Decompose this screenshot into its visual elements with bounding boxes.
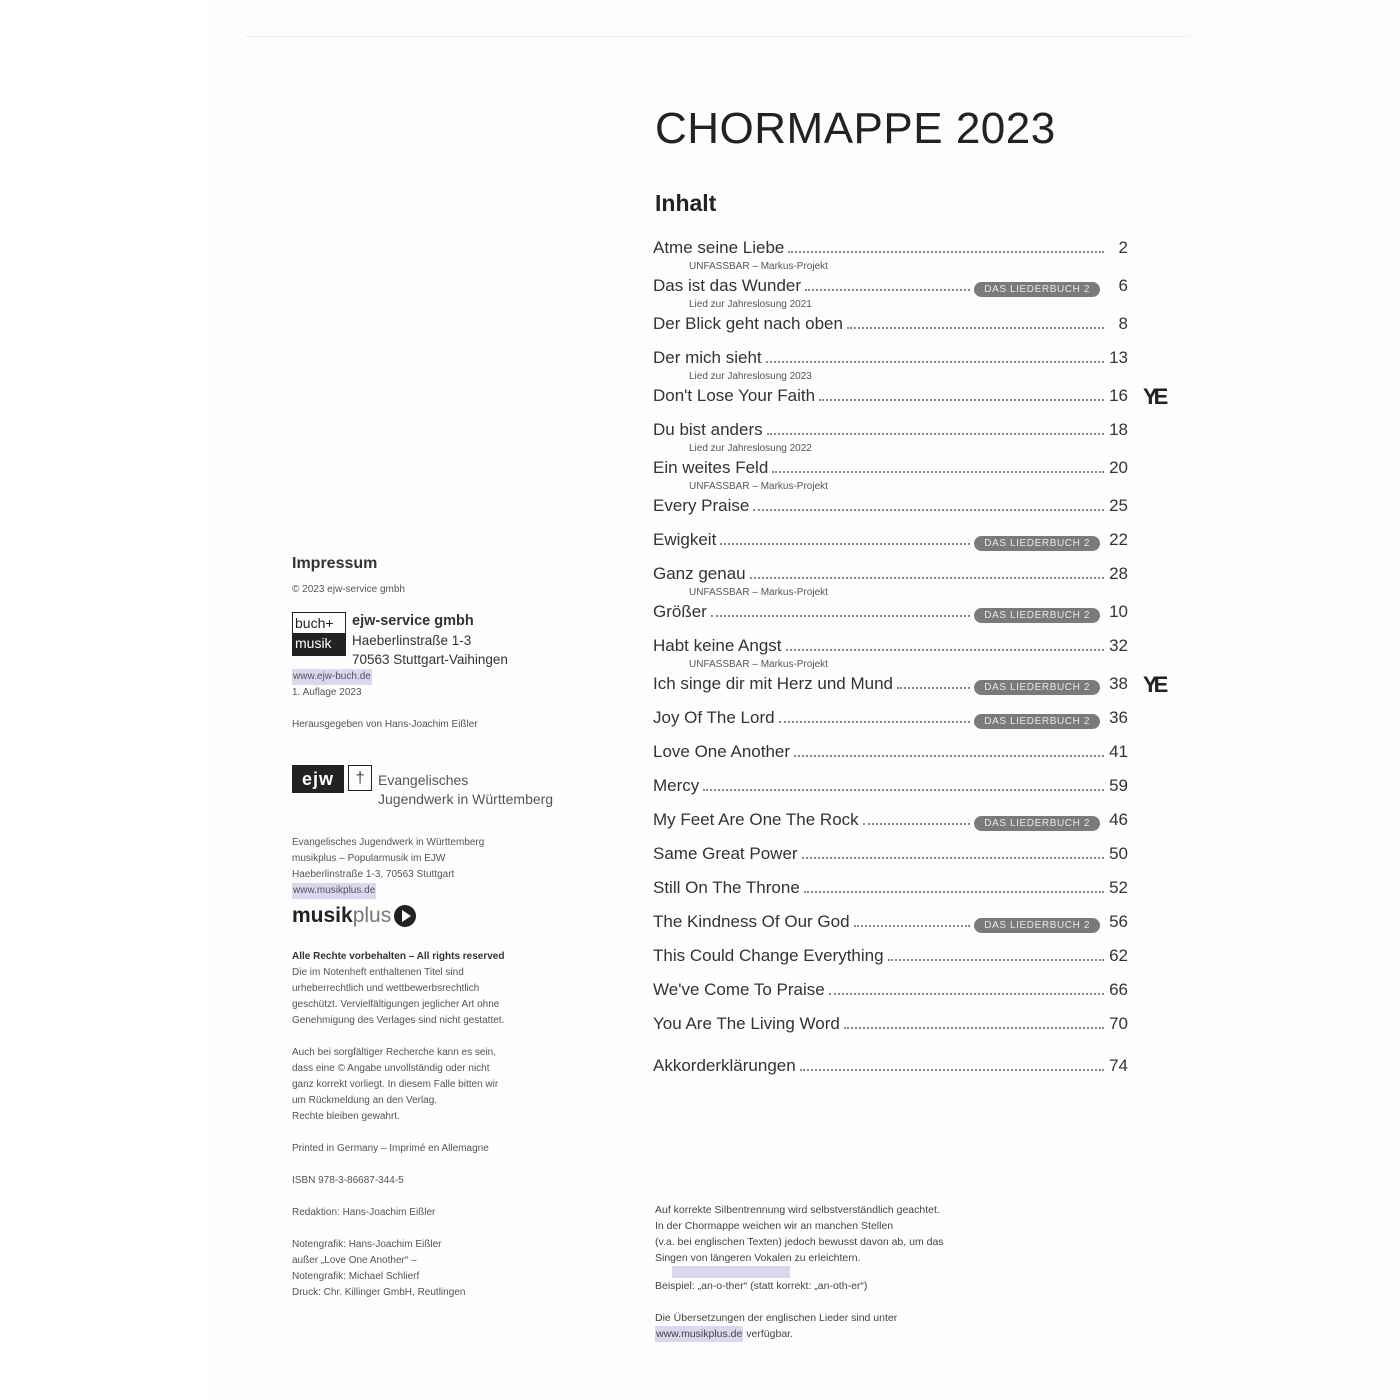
dot-leader	[897, 686, 970, 689]
dot-leader	[847, 326, 1104, 329]
liederbuch-badge: DAS LIEDERBUCH 2	[974, 536, 1100, 551]
song-title: Größer	[653, 602, 707, 621]
toc-row	[653, 602, 1128, 628]
toc-entry[interactable]	[653, 530, 1128, 556]
musikplus-logo: musik plus	[292, 905, 582, 927]
song-title: Das ist das Wunder	[653, 276, 802, 295]
song-title: The Kindness Of Our God	[653, 912, 850, 931]
page-number: 25	[1109, 496, 1128, 515]
toc-entry[interactable]	[653, 314, 1128, 340]
toc-entry[interactable]	[653, 844, 1128, 870]
cross-icon: †	[348, 765, 372, 791]
page-number: 74	[1109, 1056, 1128, 1075]
page-number: 20	[1109, 458, 1128, 477]
note-line: (v.a. bei englischen Texten) jedoch bewusst davon ab, um das	[655, 1236, 944, 1248]
song-title: Still On The Throne	[653, 878, 800, 897]
liederbuch-badge: DAS LIEDERBUCH 2	[974, 816, 1100, 831]
page-number: 62	[1109, 946, 1128, 965]
toc-entry[interactable]	[653, 810, 1128, 836]
document-title: CHORMAPPE 2023	[655, 104, 1056, 153]
song-title: Der mich sieht	[653, 348, 762, 367]
toc-entry[interactable]	[653, 980, 1128, 1006]
song-subtitle: UNFASSBAR – Markus-Projekt	[689, 587, 828, 598]
toc-entry[interactable]	[653, 636, 1128, 674]
org-line1: Evangelisches Jugendwerk in Württemberg	[292, 837, 485, 848]
dot-leader	[863, 822, 971, 825]
dot-leader	[788, 250, 1104, 253]
toc-row	[653, 742, 1128, 768]
page-number: 36	[1109, 708, 1128, 727]
impressum	[292, 556, 582, 1301]
toc-row	[653, 1014, 1128, 1040]
page-number: 6	[1118, 276, 1128, 295]
toc-entry[interactable]	[653, 776, 1128, 802]
page-number: 10	[1109, 602, 1128, 621]
liederbuch-badge: DAS LIEDERBUCH 2	[974, 714, 1100, 729]
druck: Druck: Chr. Killinger GmbH, Reutlingen	[292, 1287, 466, 1298]
copyright: © 2023 ejw-service gmbh	[292, 584, 405, 595]
toc-row	[653, 878, 1128, 904]
notengrafik-line: Notengrafik: Hans-Joachim Eißler	[292, 1239, 442, 1250]
page-number: 41	[1109, 742, 1128, 761]
toc-entry[interactable]	[653, 878, 1128, 904]
page-number: 22	[1109, 530, 1128, 549]
toc-row	[653, 530, 1128, 556]
dot-leader	[750, 576, 1104, 579]
note-line: Auf korrekte Silbentrennung wird selbstverständlich geachtet.	[655, 1204, 940, 1216]
play-icon	[394, 905, 416, 927]
page-number: 56	[1109, 912, 1128, 931]
page-number: 52	[1109, 878, 1128, 897]
dot-leader	[854, 924, 971, 927]
toc-row	[653, 810, 1128, 836]
toc-row	[653, 386, 1128, 412]
dot-leader	[819, 398, 1104, 401]
musikplus-link[interactable]: www.musikplus.de	[656, 1328, 743, 1340]
dot-leader	[703, 788, 1104, 791]
page-number: 70	[1109, 1014, 1128, 1033]
toc-entry[interactable]	[653, 496, 1128, 522]
printed-in: Printed in Germany – Imprimé en Allemagne	[292, 1143, 489, 1154]
note-line: In der Chormappe weichen wir an manchen Stellen	[655, 1220, 894, 1232]
impressum-title: Impressum	[292, 555, 378, 572]
song-subtitle: Lied zur Jahreslosung 2023	[689, 371, 812, 382]
dot-leader	[844, 1026, 1104, 1029]
page-number: 28	[1109, 564, 1128, 583]
song-title: Atme seine Liebe	[653, 238, 785, 257]
toc-entry[interactable]	[653, 1056, 1128, 1082]
song-subtitle: UNFASSBAR – Markus-Projekt	[689, 659, 828, 670]
song-title: Same Great Power	[653, 844, 798, 863]
dot-leader	[802, 856, 1104, 859]
song-title: Mercy	[653, 776, 700, 795]
table-of-contents	[653, 238, 1165, 1090]
care-line: Rechte bleiben gewahrt.	[292, 1111, 400, 1122]
dot-leader	[888, 958, 1104, 961]
redaktion: Redaktion: Hans-Joachim Eißler	[292, 1207, 436, 1218]
toc-row	[653, 1056, 1128, 1082]
toc-entry[interactable]	[653, 420, 1128, 458]
page-number: 8	[1118, 314, 1128, 333]
page-number: 16	[1109, 386, 1128, 405]
page-number: 59	[1109, 776, 1128, 795]
song-title: Der Blick geht nach oben	[653, 314, 843, 333]
page-number: 66	[1109, 980, 1128, 999]
toc-entry[interactable]	[653, 238, 1128, 276]
publisher-city: 70563 Stuttgart-Vaihingen	[352, 652, 508, 667]
toc-entry[interactable]	[653, 708, 1128, 734]
rights-line: geschützt. Vervielfältigungen jeglicher Art ohne	[292, 999, 500, 1010]
page-number: 13	[1109, 348, 1128, 367]
song-title: You Are The Living Word	[653, 1014, 840, 1033]
ejw-logo-block	[292, 765, 582, 809]
song-subtitle: UNFASSBAR – Markus-Projekt	[689, 261, 828, 272]
page-number: 2	[1118, 238, 1128, 257]
dot-leader	[766, 360, 1104, 363]
notes	[655, 1202, 1015, 1342]
highlight-mark	[672, 1266, 790, 1278]
dot-leader	[786, 648, 1104, 651]
toc-row	[653, 946, 1128, 972]
song-subtitle: UNFASSBAR – Markus-Projekt	[689, 481, 828, 492]
song-title: Ganz genau	[653, 564, 746, 583]
ye-mark-icon: YE	[1143, 672, 1165, 697]
song-title: Du bist anders	[653, 420, 763, 439]
toc-entry[interactable]	[653, 458, 1128, 496]
publisher-link[interactable]: www.ejw-buch.de	[292, 669, 372, 685]
toc-entry[interactable]	[653, 384, 1165, 412]
toc-entry[interactable]	[653, 276, 1128, 314]
ejw-name-line1: Evangelisches	[378, 772, 469, 788]
rights-line: urheberrechtlich und wettbewerbsrechtlich	[292, 983, 480, 994]
note-line: Singen von längeren Vokalen zu erleichtern.	[655, 1252, 861, 1264]
toc-entry[interactable]	[653, 912, 1128, 938]
org-line2: musikplus – Popularmusik im EJW	[292, 853, 446, 864]
song-title: Ewigkeit	[653, 530, 717, 549]
liederbuch-badge: DAS LIEDERBUCH 2	[974, 680, 1100, 695]
buch-musik-logo: buch+ musik	[292, 612, 346, 656]
toc-row	[653, 708, 1128, 734]
song-title: Don't Lose Your Faith	[653, 386, 816, 405]
care-line: Auch bei sorgfältiger Recherche kann es sein,	[292, 1047, 497, 1058]
song-title: Joy Of The Lord	[653, 708, 775, 727]
org-link[interactable]: www.musikplus.de	[292, 883, 376, 899]
dot-leader	[720, 542, 970, 545]
liederbuch-badge: DAS LIEDERBUCH 2	[974, 282, 1100, 297]
toc-row	[653, 776, 1128, 802]
song-title: We've Come To Praise	[653, 980, 825, 999]
song-title: Habt keine Angst	[653, 636, 782, 655]
toc-entry[interactable]	[653, 602, 1128, 628]
publisher-name: ejw-service gmbh	[352, 613, 474, 629]
toc-entry[interactable]	[653, 946, 1128, 972]
song-subtitle: Lied zur Jahreslosung 2022	[689, 443, 812, 454]
note-line: Die Übersetzungen der englischen Lieder sind unter	[655, 1312, 898, 1324]
rights-heading: Alle Rechte vorbehalten – All rights reserved	[292, 951, 505, 962]
care-line: um Rückmeldung an den Verlag.	[292, 1095, 438, 1106]
dot-leader	[794, 754, 1104, 757]
dot-leader	[711, 614, 970, 617]
dot-leader	[753, 508, 1104, 511]
page-number: 46	[1109, 810, 1128, 829]
toc-row	[653, 314, 1128, 340]
dot-leader	[829, 992, 1104, 995]
liederbuch-badge: DAS LIEDERBUCH 2	[974, 918, 1100, 933]
ye-mark-icon: YE	[1143, 384, 1165, 409]
publisher-block	[292, 612, 582, 669]
toc-row	[653, 496, 1128, 522]
publisher-street: Haeberlinstraße 1-3	[352, 633, 472, 648]
toc-entry[interactable]	[653, 742, 1128, 768]
toc-row	[653, 844, 1128, 870]
ejw-logo: ejw	[292, 765, 344, 793]
note-line: Beispiel: „an-o-ther“ (statt korrekt: „an-oth-er“)	[655, 1280, 868, 1292]
song-title: Ich singe dir mit Herz und Mund	[653, 674, 893, 693]
toc-entry[interactable]	[653, 672, 1165, 700]
rights-line: Die im Notenheft enthaltenen Titel sind	[292, 967, 464, 978]
note-line: verfügbar.	[743, 1328, 793, 1340]
song-title: My Feet Are One The Rock	[653, 810, 859, 829]
song-title: Ein weites Feld	[653, 458, 769, 477]
notengrafik-line: Notengrafik: Michael Schlierf	[292, 1271, 420, 1282]
song-subtitle: Lied zur Jahreslosung 2021	[689, 299, 812, 310]
dot-leader	[767, 432, 1104, 435]
toc-heading: Inhalt	[655, 190, 717, 216]
org-line3: Haeberlinstraße 1-3, 70563 Stuttgart	[292, 869, 455, 880]
page-number: 50	[1109, 844, 1128, 863]
care-line: ganz korrekt vorliegt. In diesem Falle bitten wir	[292, 1079, 499, 1090]
toc-entry[interactable]	[653, 564, 1128, 602]
rights-line: Genehmigung des Verlages sind nicht gestattet.	[292, 1015, 505, 1026]
toc-row	[653, 912, 1128, 938]
ejw-name-line2: Jugendwerk in Württemberg	[378, 791, 554, 807]
page-number: 18	[1109, 420, 1128, 439]
dot-leader	[800, 1068, 1104, 1071]
editor: Herausgegeben von Hans-Joachim Eißler	[292, 719, 478, 730]
care-line: dass eine © Angabe unvollständig oder nicht	[292, 1063, 490, 1074]
dot-leader	[805, 288, 970, 291]
top-rule	[245, 36, 1190, 37]
dot-leader	[804, 890, 1104, 893]
song-title: This Could Change Everything	[653, 946, 884, 965]
toc-entry[interactable]	[653, 348, 1128, 386]
isbn: ISBN 978-3-86687-344-5	[292, 1175, 404, 1186]
liederbuch-badge: DAS LIEDERBUCH 2	[974, 608, 1100, 623]
song-title: Akkorderklärungen	[653, 1056, 796, 1075]
song-title: Love One Another	[653, 742, 791, 761]
dot-leader	[772, 470, 1104, 473]
toc-row	[653, 980, 1128, 1006]
song-title: Every Praise	[653, 496, 750, 515]
toc-row	[653, 674, 1128, 700]
toc-entry[interactable]	[653, 1014, 1128, 1040]
notengrafik-line: außer „Love One Another“ –	[292, 1255, 417, 1266]
dot-leader	[779, 720, 971, 723]
page-number: 32	[1109, 636, 1128, 655]
edition: 1. Auflage 2023	[292, 687, 362, 698]
page-number: 38	[1109, 674, 1128, 693]
